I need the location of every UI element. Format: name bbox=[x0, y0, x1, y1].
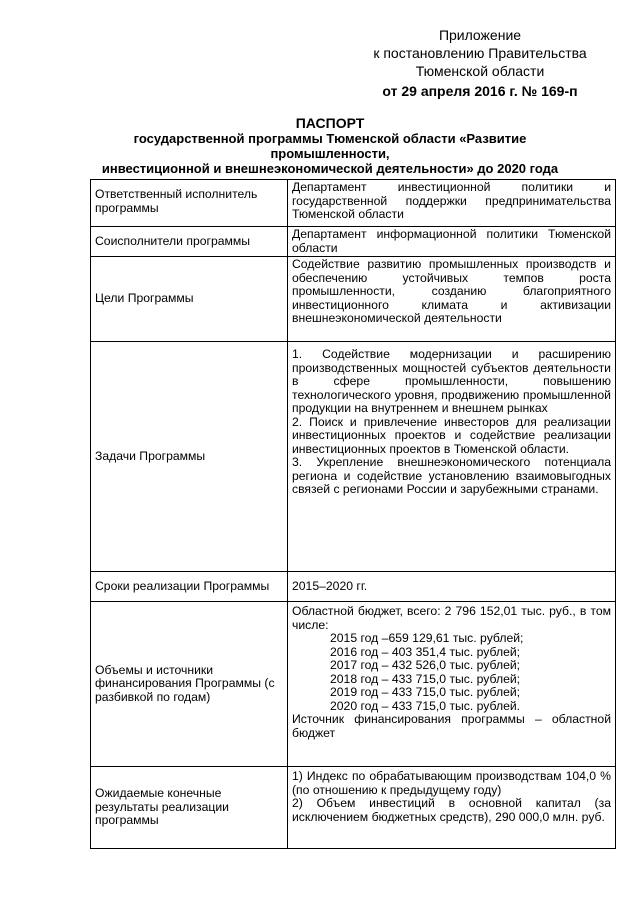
budget-year: 2016 год – 403 351,4 тыс. рублей; bbox=[330, 644, 521, 659]
task-item: 1. Содействие модернизации и расширению производственных мощностей субъектов деятельности в сфере промышленности, повышению технологического уровня, продвижению промышленной продукции на внутреннем и внешнем рынках bbox=[292, 347, 611, 415]
row-label: Объемы и источники финансирования Программы (с разбивкой по годам) bbox=[91, 602, 288, 767]
task-item: 2. Поиск и привлечение инвесторов для реализации инвестиционных проектов и содействие реализации инвестиционных проектов в Тюменской области. bbox=[292, 414, 611, 456]
passport-table bbox=[90, 179, 616, 849]
budget-year: 2018 год – 433 715,0 тыс. рублей; bbox=[330, 671, 521, 686]
row-label: Ожидаемые конечные результаты реализации программы bbox=[91, 767, 288, 849]
table-row bbox=[91, 227, 616, 257]
table-row bbox=[91, 572, 616, 602]
title-line: государственной программы Тюменской области «Развитие промышленности, bbox=[133, 131, 527, 161]
document-title bbox=[80, 116, 580, 176]
budget-intro: Областной бюджет, всего: 2 796 152,01 тыс. руб., в том числе: bbox=[292, 604, 611, 632]
budget-year: 2015 год –659 129,61 тыс. рублей; bbox=[330, 631, 524, 645]
title-passport: ПАСПОРТ bbox=[295, 115, 365, 131]
table-row bbox=[91, 257, 616, 342]
row-value bbox=[288, 767, 616, 849]
row-label: Задачи Программы bbox=[91, 342, 288, 572]
table-row bbox=[91, 767, 616, 849]
row-value: Департамент информационной политики Тюменской области bbox=[288, 227, 616, 257]
row-label: Сроки реализации Программы bbox=[91, 572, 288, 602]
row-value bbox=[288, 342, 616, 572]
task-item: 3. Укрепление внешнеэкономического потенциала региона и содействие установлению взаимовыгодных связей с регионами России и зарубежными странами. bbox=[292, 455, 611, 496]
result-item: 2) Объем инвестиций в основной капитал (за исключением бюджетных средств), 290 000,0 млн. руб. bbox=[292, 796, 611, 824]
appendix-block bbox=[360, 26, 600, 100]
budget-year: 2019 год – 433 715,0 тыс. рублей; bbox=[330, 685, 521, 699]
table-row bbox=[91, 342, 616, 572]
row-value: 2015–2020 гг. bbox=[288, 572, 616, 602]
table-row bbox=[91, 602, 616, 767]
appendix-line: Приложение bbox=[438, 27, 522, 43]
title-line: инвестиционной и внешнеэкономической деятельности» до 2020 года bbox=[101, 161, 559, 176]
budget-year: 2017 год – 432 526,0 тыс. рублей; bbox=[330, 658, 521, 672]
row-label: Ответственный исполнитель программы bbox=[91, 180, 288, 227]
table-row bbox=[91, 180, 616, 227]
row-label: Цели Программы bbox=[91, 257, 288, 342]
appendix-line: к постановлению Правительства bbox=[373, 45, 587, 61]
budget-source: Источник финансирования программы – областной бюджет bbox=[292, 712, 611, 740]
row-label: Соисполнители программы bbox=[91, 227, 288, 257]
budget-year: 2020 год – 433 715,0 тыс. рублей. bbox=[330, 698, 521, 713]
row-value: Департамент инвестиционной политики и государственной поддержки предпринимательства Тюменской области bbox=[288, 180, 616, 227]
result-item: 1) Индекс по обрабатывающим производствам 104,0 % (по отношению к предыдущему году) bbox=[292, 769, 611, 797]
appendix-line: Тюменской области bbox=[415, 63, 545, 79]
resolution-date: от 29 апреля 2016 г. № 169-п bbox=[382, 83, 578, 99]
row-value bbox=[288, 602, 616, 767]
row-value: Содействие развитию промышленных производств и обеспечению устойчивых темпов роста промышленности, созданию благоприятного инвестиционного климата и активизации внешнеэкономической деятельности bbox=[288, 257, 616, 342]
